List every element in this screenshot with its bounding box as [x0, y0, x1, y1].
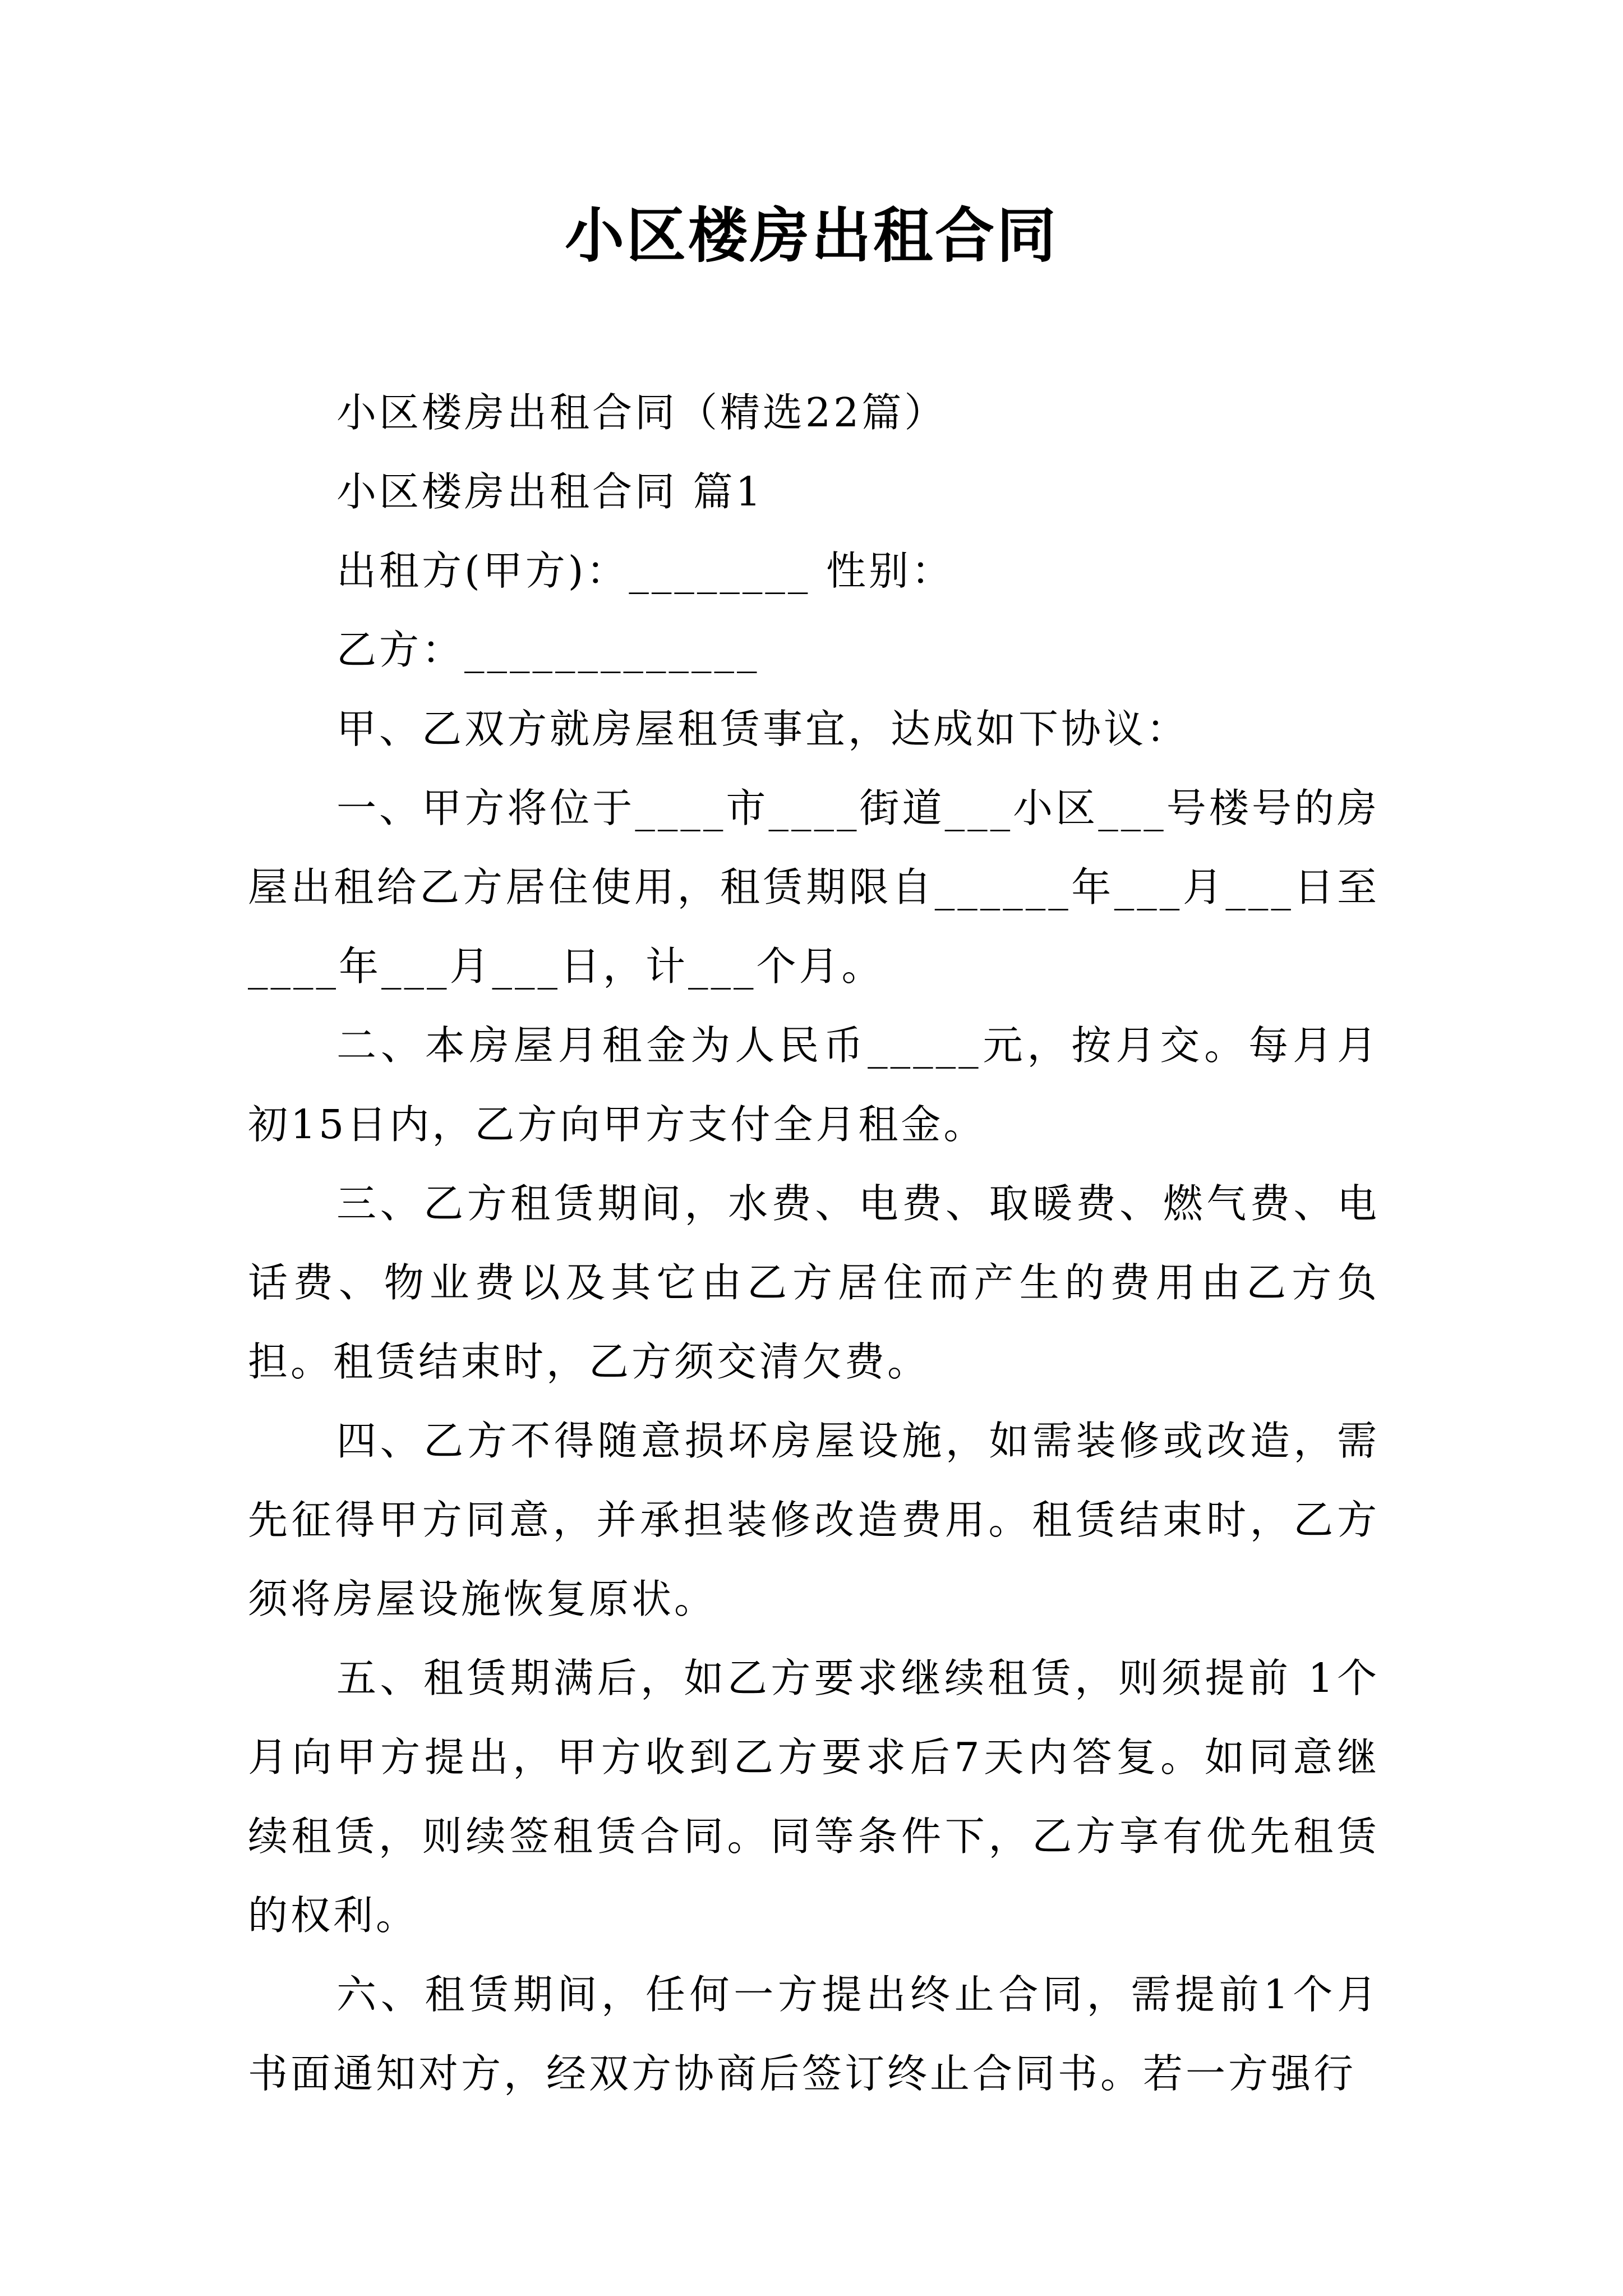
paragraph-agreement-intro: 甲、乙双方就房屋租赁事宜，达成如下协议：: [336, 706, 1189, 752]
paragraph-clause-4: 四、乙方不得随意损坏房屋设施，如需装修或改造，需先征得甲方同意，并承担装修改造费用。租赁结束时，乙方须将房屋设施恢复原状。: [248, 1418, 1380, 1622]
paragraph-clause-5: 五、租赁期满后，如乙方要求继续租赁，则须提前 1个月向甲方提出，甲方收到乙方要求后7天内答复。如同意继续租赁，则续签租赁合同。同等条件下，乙方享有优先租赁的权利。: [248, 1655, 1380, 1939]
paragraph-clause-2: 二、本房屋月租金为人民币_____元，按月交。每月月初15日内，乙方向甲方支付全月租金。: [248, 1022, 1380, 1148]
document-title: 小区楼房出租合同: [565, 200, 1058, 270]
paragraph-section-heading: 小区楼房出租合同 篇1: [336, 468, 764, 515]
paragraph-clause-3: 三、乙方租赁期间，水费、电费、取暖费、燃气费、电话费、物业费以及其它由乙方居住而产生的费用由乙方负担。租赁结束时，乙方须交清欠费。: [248, 1180, 1380, 1385]
paragraph-clause-1: 一、甲方将位于____市____街道___小区___号楼号的房屋出租给乙方居住使用，租赁期限自______年___月___日至____年___月___日，计___个月。: [248, 785, 1380, 990]
document-body: [248, 373, 1380, 2113]
paragraph-clause-6: 六、租赁期间，任何一方提出终止合同，需提前1个月书面通知对方，经双方协商后签订终止合同书。若一方强行: [248, 1971, 1380, 2097]
paragraph-subtitle: 小区楼房出租合同（精选22篇）: [336, 389, 947, 436]
paragraph-lessee: 乙方：_____________: [336, 627, 760, 673]
paragraph-lessor: 出租方(甲方)：________ 性别：: [336, 547, 954, 594]
